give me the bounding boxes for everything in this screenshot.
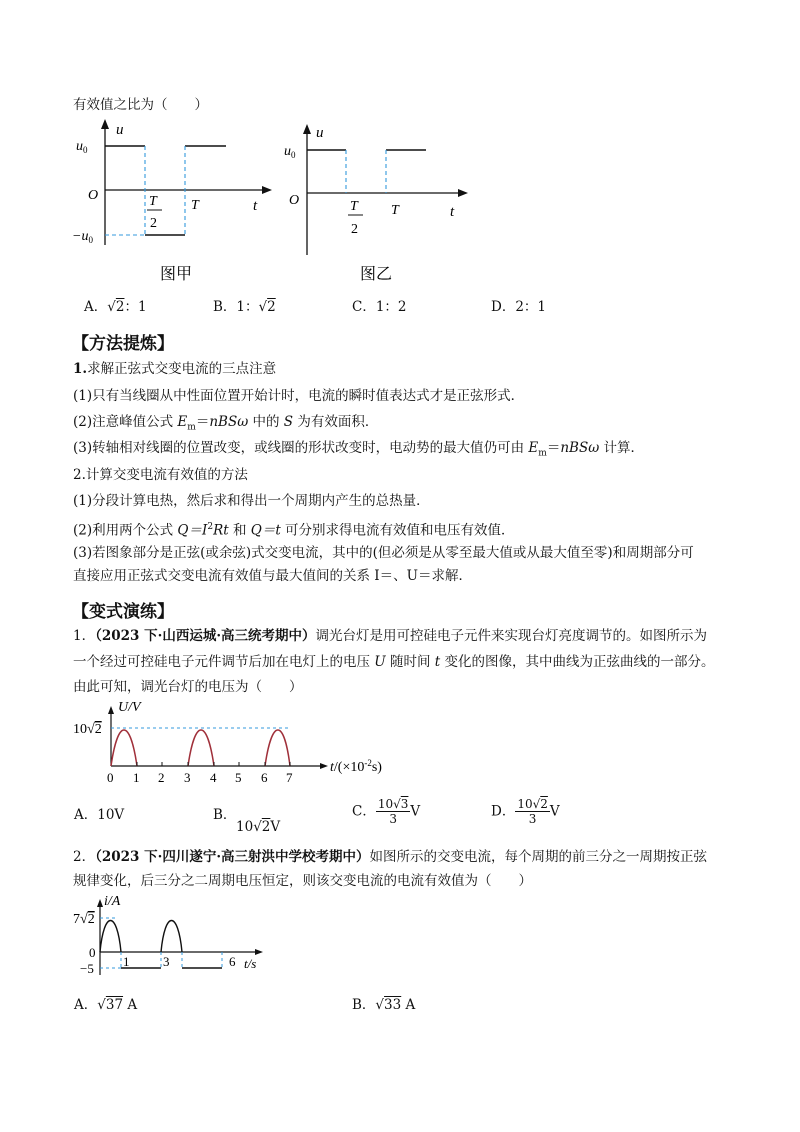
yi-caption: 图乙 [360,266,393,283]
yi-x-axis-label: t [450,204,455,220]
yi-u0-label: $u_0$ [284,144,296,160]
jia-period-label: T [191,198,199,213]
practice-q2-line1: 2．（2023 下·四川遂宁·高三射洪中学校考期中）如图所示的交变电流，每个周期的前三分之一周期按正弦 [73,849,708,865]
q2-tick-6: 6 [229,954,236,969]
jia-neg-u0-label: $-u_0$ [72,229,93,245]
method-q-3b: 直接应用正弦式交变电流有效值与最大值间的关系 I＝、U＝求解． [73,568,473,584]
q1-tick-3: 3 [184,770,191,785]
method-q-3: (3)若图象部分是正弦(或余弦)式交变电流，其中的(但必须是从零至最大值或从最大值至零)和周期部分可 [73,545,694,561]
jia-half-num: T [149,194,157,209]
q0-option-b[interactable]: B．1：√2 [213,299,276,315]
yi-period-label: T [391,203,399,218]
q2-peak-label: 7√2 [73,912,95,927]
practice-q1-line3: 由此可知，调光台灯的电压为（ ） [73,679,303,695]
q1-tick-0: 0 [107,770,114,785]
method-q-2: (2)利用两个公式 $Q=I^2Rt$ 和 Q＝t 可分别求得电流有效值和电压有效值． [73,522,515,539]
method-point-1: (1)只有当线圈从中性面位置开始计时，电流的瞬时值表达式才是正弦形式． [73,388,525,404]
practice-heading: 【变式演练】 [72,602,174,622]
method-title-2: 2.计算交变电流有效值的方法 [73,467,248,483]
q1-tick-4: 4 [210,770,217,785]
q0-option-a[interactable]: A．√2：1 [84,299,147,315]
yi-origin-label: O [289,193,300,208]
q1-option-b-value: 10√2V [236,819,281,835]
q1-tick-1: 1 [133,770,140,785]
q1-option-c[interactable]: C． $\frac{10√3}{3}$ V [352,797,421,826]
jia-origin-label: O [88,188,99,203]
method-point-3: (3)转轴相对线圈的位置改变，或线圈的形状改变时，电动势的最大值仍可由 $E_m=nBS\omega$ 计算． [73,440,644,459]
method-q-1: (1)分段计算电热，然后求和得出一个周期内产生的总热量． [73,493,430,509]
jia-u0-label: $u_0$ [76,139,88,155]
q2-option-a[interactable]: A．√37 A [74,997,138,1013]
q1-option-d[interactable]: D． $\frac{10√2}{3}$ V [491,797,560,826]
yi-y-axis-label: u [316,125,324,141]
q1-option-a[interactable]: A．10V [74,807,125,823]
q1-y-axis-label: U/V [118,700,141,715]
q2-tick-1: 1 [123,954,130,969]
q2-option-b[interactable]: B．√33 A [352,997,416,1013]
practice-q1-line2: 一个经过可控硅电子元件调节后加在电灯上的电压 U 随时间 t 变化的图像，其中曲线为正弦曲线的一部分。 [73,654,715,670]
q1-tick-7: 7 [286,770,293,785]
q1-option-b[interactable]: B． [213,807,237,823]
q2-y-axis-label: i/A [104,894,121,909]
q0-option-d[interactable]: D．2：1 [491,299,547,315]
yi-half-num: T [350,199,358,214]
q2-neg-label: −5 [80,961,94,976]
jia-caption: 图甲 [160,266,193,283]
jia-half-den: 2 [150,216,157,231]
method-title-1: 1.求解正弦式交变电流的三点注意 [73,361,277,377]
q1-x-axis-label: $t/(\times 10^{-2}s)$ [330,758,382,775]
q0-option-c[interactable]: C．1：2 [352,299,407,315]
q1-peak-label: 10√2 [73,722,102,737]
q2-x-axis-label: t/s [244,956,257,971]
method-heading: 【方法提炼】 [72,334,174,354]
practice-q1-line1: 1．（2023 下·山西运城·高三统考期中）调光台灯是用可控硅电子元件来实现台灯亮度调节的。如图所示为 [73,628,708,644]
question-tail: 有效值之比为（ ） [73,97,208,113]
q2-tick-3: 3 [163,954,170,969]
jia-y-axis-label: u [116,122,124,138]
q1-tick-5: 5 [235,770,242,785]
q2-zero-label: 0 [89,945,96,960]
jia-x-axis-label: t [253,198,258,214]
practice-q2-line2: 规律变化，后三分之二周期电压恒定，则该交变电流的电流有效值为（ ） [73,873,532,889]
method-point-2: (2)注意峰值公式 $E_m=nBS\omega$ 中的 S 为有效面积． [73,414,379,433]
q1-tick-6: 6 [261,770,268,785]
yi-half-den: 2 [351,222,358,237]
q1-tick-2: 2 [158,770,165,785]
